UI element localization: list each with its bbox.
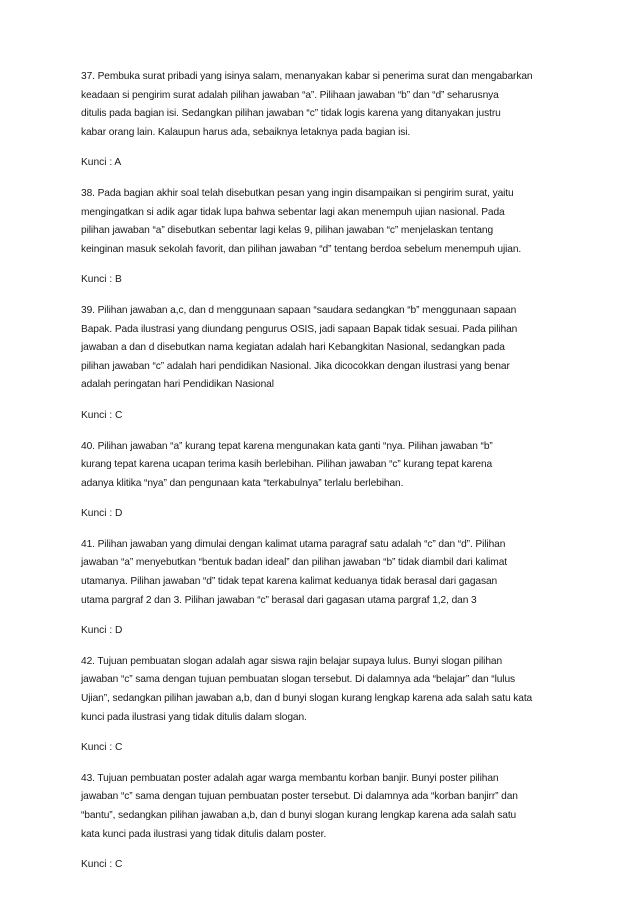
text-line: 38. Pada bagian akhir soal telah disebutkan pesan yang ingin disampaikan si pengirim surat, yaitu xyxy=(81,187,514,199)
text-line: utama pargraf 2 dan 3. Pilihan jawaban “c” berasal dari gagasan utama pargraf 1,2, dan 3 xyxy=(81,594,477,606)
answer-key-43: Kunci : C xyxy=(81,859,123,871)
text-line: 41. Pilihan jawaban yang dimulai dengan kalimat utama paragraf satu adalah “c” dan “d”. Pilihan xyxy=(81,538,506,550)
text-line: keinginan masuk sekolah favorit, dan pilihan jawaban “d” tentang berdoa sebelum menempuh ujian. xyxy=(81,243,522,255)
answer-key-42: Kunci : C xyxy=(81,742,123,754)
explanation-43 xyxy=(81,770,565,844)
answer-key-37: Kunci : A xyxy=(81,157,122,169)
answer-key-38: Kunci : B xyxy=(81,274,122,286)
text-line: kata kunci pada ilustrasi yang tidak ditulis dalam poster. xyxy=(81,828,327,840)
answer-key-39: Kunci : C xyxy=(81,409,123,421)
text-line: jawaban “c” sama dengan tujuan pembuatan slogan tersebut. Di dalamnya ada “belajar” dan “lulus xyxy=(81,674,516,686)
explanation-40 xyxy=(81,438,565,494)
explanation-42 xyxy=(81,653,565,727)
text-line: utamanya. Pilihan jawaban “d” tidak tepat karena kalimat keduanya tidak berasal dari gagasan xyxy=(81,576,498,588)
text-line: “bantu”, sedangkan pilihan jawaban a,b, dan d bunyi slogan kurang lengkap karena ada salah satu xyxy=(81,810,517,821)
text-line: jawaban “c” sama dengan tujuan pembuatan poster tersebut. Di dalamnya ada “korban banjirr” dan xyxy=(81,791,518,803)
text-line: 43. Tujuan pembuatan poster adalah agar warga membantu korban banjir. Bunyi poster pilihan xyxy=(81,772,499,784)
text-line: kunci pada ilustrasi yang tidak ditulis dalam slogan. xyxy=(81,711,307,723)
text-line: ditulis pada bagian isi. Sedangkan pilihan jawaban “c” tidak logis karena yang ditanyakan justru xyxy=(81,108,501,120)
document-page xyxy=(81,68,565,887)
text-line: keadaan si pengirim surat adalah pilihan jawaban “a”. Pilihaan jawaban “b” dan “d” seharusnya xyxy=(81,89,499,101)
text-line: pilihan jawaban “a” disebutkan sebentar lagi kelas 9, pilihan jawaban “c” menjelaskan tentang xyxy=(81,225,494,237)
text-line: 39. Pilihan jawaban a,c, dan d menggunaan sapaan “saudara sedangkan “b” menggunaan sapaan xyxy=(81,304,517,316)
explanation-39 xyxy=(81,302,565,395)
text-line: 40. Pilihan jawaban “a” kurang tepat karena mengunakan kata ganti “nya. Pilihan jawaban “b” xyxy=(81,440,493,452)
text-line: jawaban a dan d disebutkan nama kegiatan adalah hari Kebangkitan Nasional, sedangkan pada xyxy=(81,342,505,354)
text-line: jawaban “a” menyebutkan “bentuk badan ideal” dan pilihan jawaban “b” tidak diambil dari kalimat xyxy=(81,557,507,569)
explanation-41 xyxy=(81,536,565,610)
text-line: adanya klitika “nya” dan pengunaan kata “terkabulnya” terlalu berlebihan. xyxy=(81,477,404,489)
text-line: Bapak. Pada ilustrasi yang diundang pengurus OSIS, jadi sapaan Bapak tidak sesuai. Pada pilihan xyxy=(81,323,518,335)
explanation-37 xyxy=(81,68,565,142)
text-line: kabar orang lain. Kalaupun harus ada, sebaiknya letaknya pada bagian isi. xyxy=(81,126,411,138)
answer-key-41: Kunci : D xyxy=(81,625,123,637)
text-line: pilihan jawaban “c” adalah hari pendidikan Nasional. Jika dicocokkan dengan ilustrasi yang benar xyxy=(81,360,510,372)
text-line: kurang tepat karena ucapan terima kasih berlebihan. Pilihan jawaban “c” kurang tepat karena xyxy=(81,459,493,471)
text-line: Ujian”, sedangkan pilihan jawaban a,b, dan d bunyi slogan kurang lengkap karena ada salah satu kata xyxy=(81,693,533,705)
explanation-38 xyxy=(81,185,565,259)
text-line: mengingatkan si adik agar tidak lupa bahwa sebentar lagi akan menempuh ujian nasional. Pada xyxy=(81,206,505,218)
text-line: 42. Tujuan pembuatan slogan adalah agar siswa rajin belajar supaya lulus. Bunyi slogan pilihan xyxy=(81,655,503,667)
answer-key-40: Kunci : D xyxy=(81,508,123,520)
text-line: adalah peringatan hari Pendidikan Nasional xyxy=(81,379,274,391)
text-line: 37. Pembuka surat pribadi yang isinya salam, menanyakan kabar si penerima surat dan mengabarkan xyxy=(81,71,533,82)
